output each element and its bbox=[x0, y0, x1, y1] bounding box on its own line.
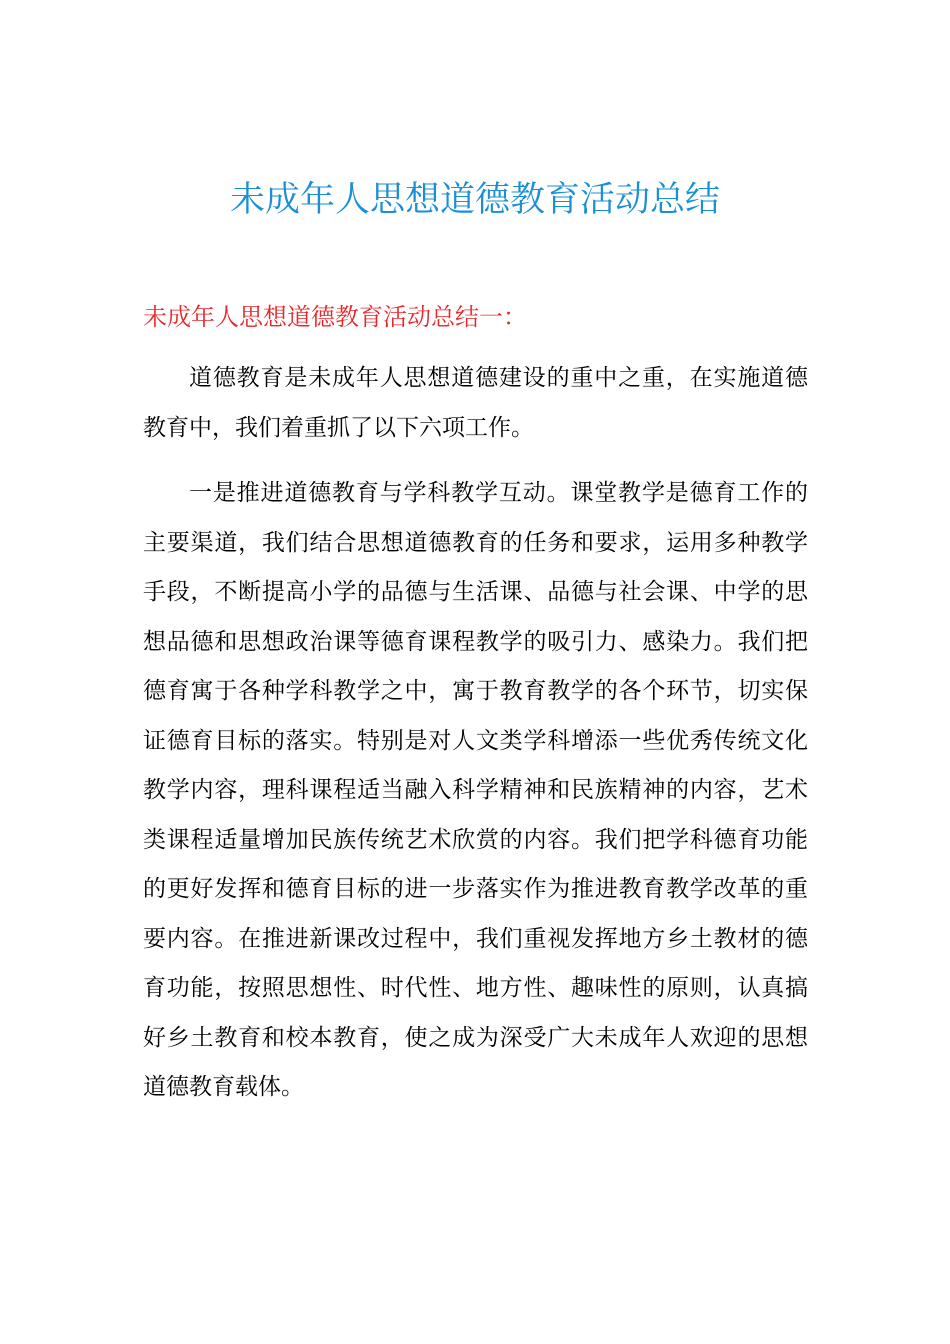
section-heading: 未成年人思想道德教育活动总结一： bbox=[143, 303, 527, 331]
paragraph-item-one: 一是推进道德教育与学科教学互动。课堂教学是德育工作的主要渠道，我们结合思想道德教育的任务和要求，运用多种教学手段，不断提高小学的品德与生活课、品德与社会课、中学的思想品德和思想政治课等德育课程教学的吸引力、感染力。我们把德育寓于各种学科教学之中，寓于教育教学的各个环节，切实保证德育目标的落实。特别是对人文类学科增添一些优秀传统文化教学内容，理科课程适当融入科学精神和民族精神的内容，艺术类课程适量增加民族传统艺术欣赏的内容。我们把学科德育功能的更好发挥和德育目标的进一步落实作为推进教育教学改革的重要内容。在推进新课改过程中，我们重视发挥地方乡土教材的德育功能，按照思想性、时代性、地方性、趣味性的原则，认真搞好乡土教育和校本教育，使之成为深受广大未成年人欢迎的思想道德教育载体。 bbox=[143, 480, 808, 1100]
paragraph-intro: 道德教育是未成年人思想道德建设的重中之重，在实施道德教育中，我们着重抓了以下六项工作。 bbox=[143, 365, 808, 441]
document-title: 未成年人思想道德教育活动总结 bbox=[229, 180, 720, 220]
